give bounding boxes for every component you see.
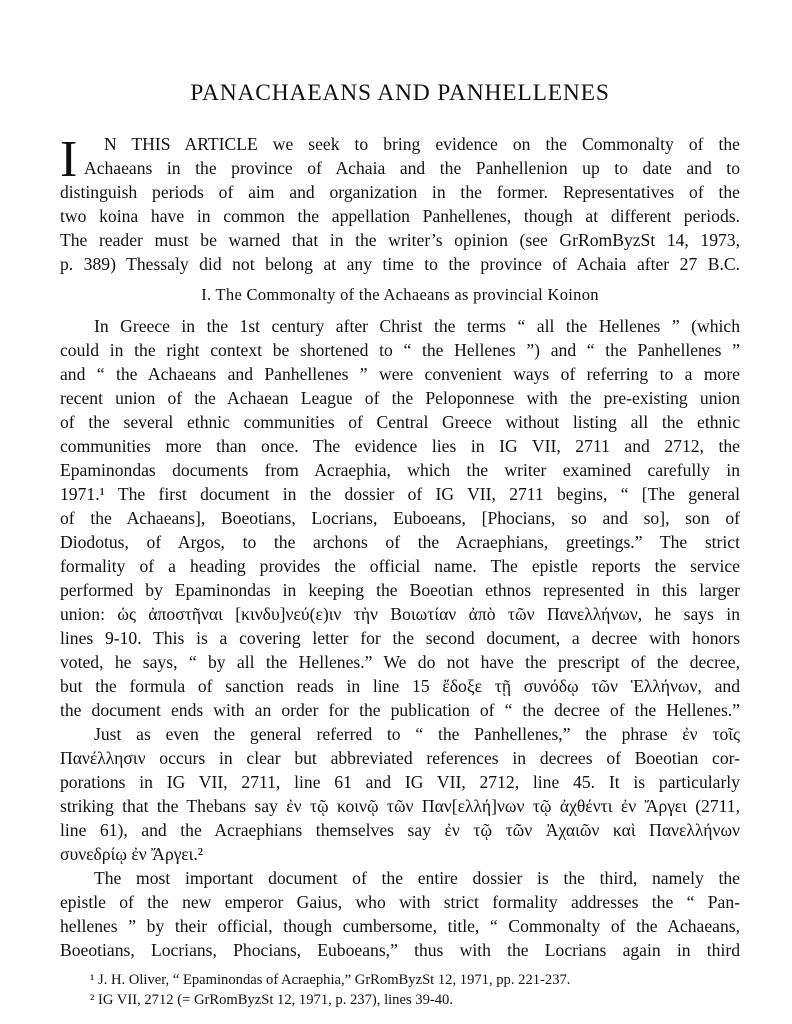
intro-line: two koina have in common the appellation Panhellenes, though at different periods. [60, 206, 740, 226]
body-line: performed by Epaminondas in keeping the Boeotian ethnos represented in this larger [60, 580, 740, 600]
body-line: lines 9-10. This is a covering letter for the second document, a decree with honors [60, 628, 740, 648]
body-line: of the Achaeans], Boeotians, Locrians, Euboeans, [Phocians, so and so], son of [60, 508, 740, 528]
article-title: PANACHAEANS AND PANHELLENES [190, 80, 610, 106]
body-line: Diodotus, of Argos, to the archons of the Acraephians, greetings.” The strict [60, 532, 740, 552]
body-line: recent union of the Achaean League of the Peloponnese with the pre-existing union [60, 388, 740, 408]
intro-line: p. 389) Thessaly did not belong at any time to the province of Achaia after 27 B.C. [60, 254, 740, 274]
body-line: Πανέλλησιν occurs in clear but abbreviated references in decrees of Boeotian cor- [60, 748, 740, 768]
footnote: ² IG VII, 2712 (= GrRomByzSt 12, 1971, p. 237), lines 39-40. [90, 992, 453, 1008]
body-line: Boeotians, Locrians, Phocians, Euboeans,” thus with the Locrians again in third [60, 940, 740, 960]
intro-line: Achaeans in the province of Achaia and the Panhellenion up to date and to [84, 158, 740, 178]
body-line: In Greece in the 1st century after Christ the terms “ all the Hellenes ” (which [94, 316, 740, 336]
drop-cap: I [60, 131, 78, 188]
section-heading: I. The Commonalty of the Achaeans as provincial Koinon [201, 285, 599, 304]
body-line: συνεδρίῳ ἐν Ἄργει.² [60, 844, 204, 864]
intro-line: N THIS ARTICLE we seek to bring evidence on the Commonalty of the [104, 134, 740, 154]
body-line: could in the right context be shortened to “ the Hellenes ”) and “ the Panhellenes ” [60, 340, 740, 360]
body-line: hellenes ” by their official, though cumbersome, title, “ Commonalty of the Achaeans, [60, 916, 740, 936]
body-line: line 61), and the Acraephians themselves say ἐν τῷ τῶν Ἀχαιῶν καὶ Πανελλήνων [60, 820, 740, 840]
body-line: union: ὡς ἀποστῆναι [κινδυ]νεύ(ε)ιν τὴν Βοιωτίαν ἀπὸ τῶν Πανελλήνων, he says in [60, 604, 740, 624]
body-line: Epaminondas documents from Acraephia, which the writer examined carefully in [60, 460, 740, 480]
body-line: Just as even the general referred to “ the Panhellenes,” the phrase ἐν τοῖς [94, 724, 740, 744]
body-line: of the several ethnic communities of Central Greece without listing all the ethnic [60, 412, 740, 432]
body-line: epistle of the new emperor Gaius, who with strict formality addresses the “ Pan- [60, 892, 740, 912]
intro-line: distinguish periods of aim and organization in the former. Representatives of the [60, 182, 740, 202]
body-line: The most important document of the entire dossier is the third, namely the [94, 868, 740, 888]
body-line: formality of a heading provides the official name. The epistle reports the service [60, 556, 740, 576]
intro-line: The reader must be warned that in the writer’s opinion (see GrRomByzSt 14, 1973, [60, 230, 740, 250]
body-line: striking that the Thebans say ἐν τῷ κοινῷ τῶν Παν[ελλή]νων τῷ ἀχθέντι ἐν Ἄργει (2711, [60, 796, 740, 816]
body-line: the document ends with an order for the publication of “ the decree of the Hellenes.” [60, 700, 740, 720]
footnote: ¹ J. H. Oliver, “ Epaminondas of Acraephia,” GrRomByzSt 12, 1971, pp. 221-237. [90, 972, 571, 988]
body-line: communities more than once. The evidence lies in IG VII, 2711 and 2712, the [60, 436, 740, 456]
body-line: 1971.¹ The first document in the dossier of IG VII, 2711 begins, “ [The general [60, 484, 740, 504]
body-line: voted, he says, “ by all the Hellenes.” We do not have the prescript of the decree, [60, 652, 740, 672]
body-line: porations in IG VII, 2711, line 61 and IG VII, 2712, line 45. It is particularly [60, 772, 740, 792]
body-line: and “ the Achaeans and Panhellenes ” were convenient ways of referring to a more [60, 364, 740, 384]
body-line: but the formula of sanction reads in line 15 ἔδοξε τῇ συνόδῳ τῶν Ἑλλήνων, and [60, 676, 740, 696]
